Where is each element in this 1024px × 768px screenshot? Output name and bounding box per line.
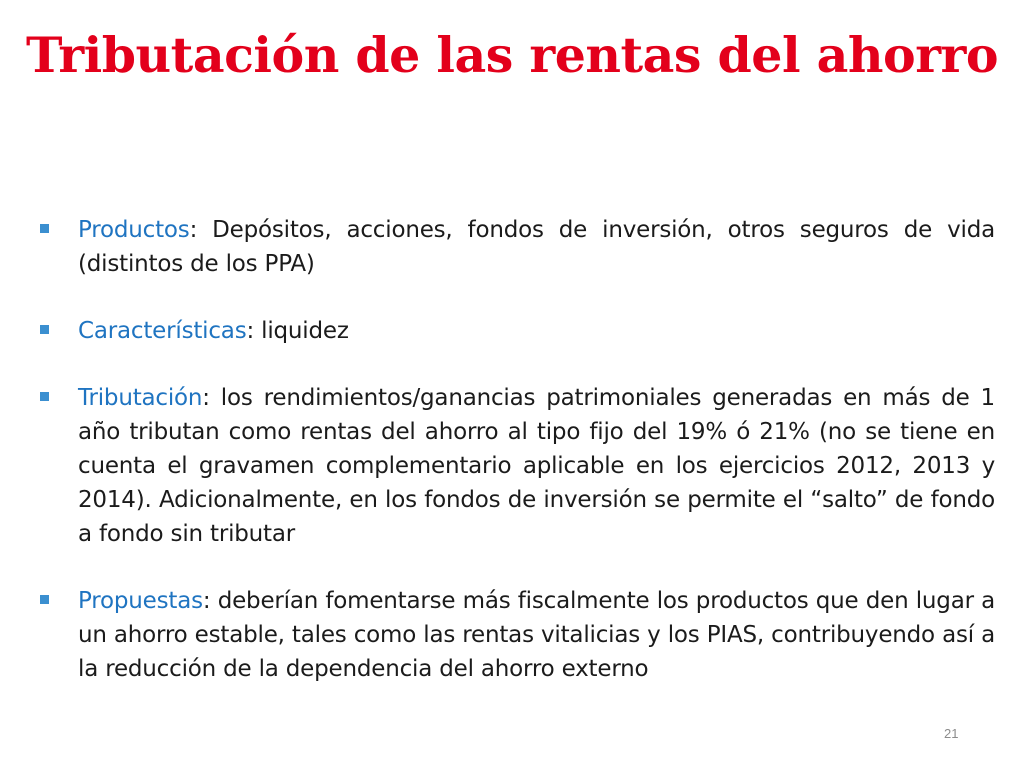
slide-title: Tributación de las rentas del ahorro	[25, 26, 999, 84]
bullet-item-propuestas	[40, 584, 995, 686]
square-bullet-icon	[40, 392, 49, 401]
bullet-item-productos	[40, 213, 995, 281]
bullet-text: : los rendimientos/ganancias patrimoniales generadas en más de 1 año tributan como rentas del ahorro al tipo fijo del 19% ó 21% (no se tiene en cuenta el gravamen complementario aplicable en los ejercicios 2012, 2013 y 2014). Adicionalmente, en los fondos de inversión se permite el “salto” de fondo a fondo sin tributar	[78, 385, 995, 547]
bullet-text: : deberían fomentarse más fiscalmente los productos que den lugar a un ahorro estable, tales como las rentas vitalicias y los PIAS, contribuyendo así a la reducción de la dependencia del ahorro externo	[78, 588, 995, 682]
bullet-term: Productos	[78, 217, 190, 243]
square-bullet-icon	[40, 325, 49, 334]
square-bullet-icon	[40, 224, 49, 233]
bullet-list	[40, 213, 995, 719]
bullet-item-tributacion	[40, 381, 995, 551]
bullet-term: Tributación	[78, 385, 203, 411]
square-bullet-icon	[40, 595, 49, 604]
bullet-item-caracteristicas	[40, 314, 995, 348]
bullet-term: Características	[78, 318, 247, 344]
bullet-text: : Depósitos, acciones, fondos de inversión, otros seguros de vida (distintos de los PPA)	[78, 217, 995, 277]
bullet-term: Propuestas	[78, 588, 203, 614]
bullet-text: : liquidez	[246, 318, 349, 344]
page-number: 21	[944, 726, 959, 741]
